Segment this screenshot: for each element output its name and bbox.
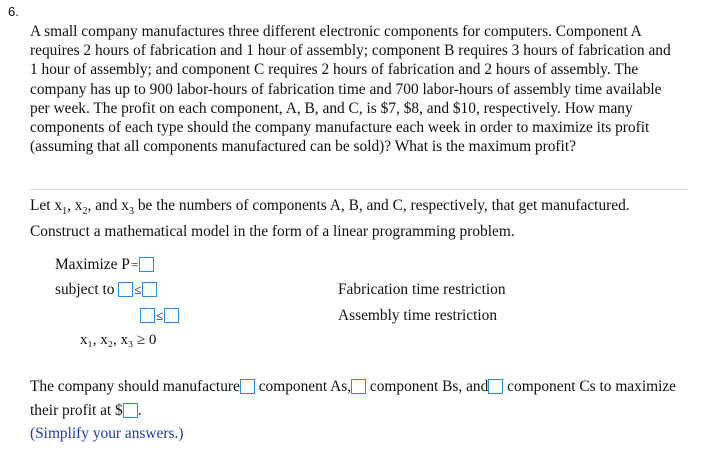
var-x1: x bbox=[54, 197, 63, 214]
intro-and: , and bbox=[87, 197, 118, 214]
fabrication-constraint-label: Fabrication time restriction bbox=[338, 281, 506, 298]
leq-sign: ≤ bbox=[156, 308, 164, 323]
intro-let: Let bbox=[30, 197, 51, 214]
separator bbox=[30, 189, 688, 190]
max-profit-input[interactable] bbox=[123, 403, 138, 418]
assembly-lhs-input[interactable] bbox=[140, 308, 155, 323]
question-number: 6. bbox=[8, 4, 19, 19]
constraint-row-1 bbox=[55, 281, 157, 299]
leq-sign: ≤ bbox=[134, 282, 142, 297]
conclusion-part-5: . bbox=[137, 402, 142, 419]
component-c-count-input[interactable] bbox=[488, 379, 503, 394]
conclusion-part-4: component Cs to maximize their profit at $ bbox=[30, 378, 677, 419]
conclusion-part-2: component As, bbox=[258, 378, 352, 395]
intro-rest: be the numbers of components A, B, and C, respectively, that get manufactured. Construct a mathematical model in the form of a linear programming problem. bbox=[30, 197, 630, 240]
subject-to-label: subject to bbox=[55, 281, 115, 298]
var-x2: x bbox=[74, 197, 83, 214]
objective-row bbox=[55, 256, 154, 274]
var-x2-sub: 2 bbox=[82, 206, 88, 218]
maximize-label: Maximize bbox=[55, 256, 118, 273]
model-instruction bbox=[30, 196, 690, 241]
constraint-row-2 bbox=[140, 307, 179, 325]
component-b-count-input[interactable] bbox=[351, 379, 366, 394]
intro-comma: , bbox=[67, 197, 71, 214]
problem-statement: A small company manufactures three different electronic components for computers. Component A requires 2 hours of fabrication and 1 hour of assembly; component B requires 3 hours of fabrication and 1 hour of assembly; and component C requires 2 hours of fabrication and 2 hours of assembly. The company has up to 900 labor-hours of fabrication time and 700 labor-hours of assembly time available per week. The profit on each component, A, B, and C, is $7, $8, and $10, respectively. How many components of each type should the company manufacture each week in order to maximize its profit (assuming that all components manufactured can be sold)? What is the maximum profit? bbox=[30, 23, 671, 156]
var-x3-sub: 3 bbox=[128, 206, 134, 218]
component-a-count-input[interactable] bbox=[240, 379, 255, 394]
equals-sign: = bbox=[130, 257, 139, 272]
fabrication-lhs-input[interactable] bbox=[118, 282, 133, 297]
assembly-constraint-label: Assembly time restriction bbox=[338, 307, 498, 324]
objective-variable: P bbox=[121, 256, 130, 273]
assembly-rhs-input[interactable] bbox=[164, 308, 179, 323]
nonnegativity-constraint: x₁, x₂, x₃ ≥ 0 bbox=[80, 332, 157, 348]
var-x3: x bbox=[121, 197, 129, 214]
simplify-hint: (Simplify your answers.) bbox=[30, 425, 184, 442]
conclusion-part-1: The company should manufacture bbox=[30, 378, 240, 395]
var-x1-sub: 1 bbox=[62, 206, 68, 218]
conclusion-part-3: component Bs, and bbox=[369, 378, 489, 395]
conclusion-sentence bbox=[30, 375, 700, 423]
objective-function-input[interactable] bbox=[139, 257, 154, 272]
fabrication-rhs-input[interactable] bbox=[142, 282, 157, 297]
